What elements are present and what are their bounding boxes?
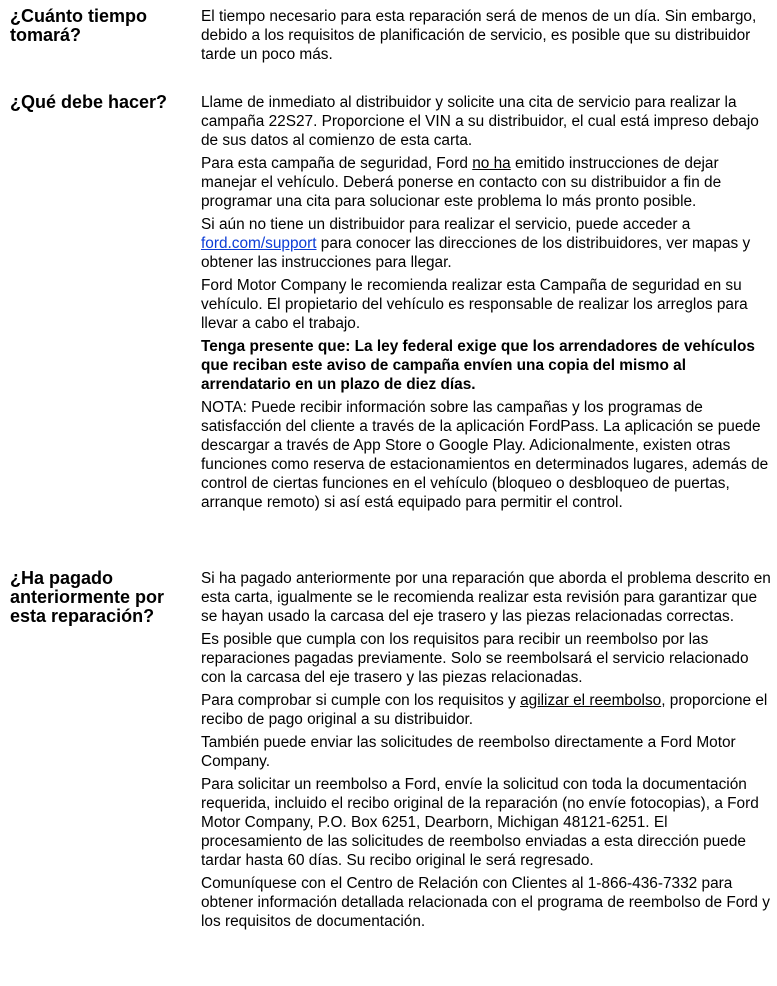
question-heading: ¿Cuánto tiempo tomará? <box>10 6 147 45</box>
paragraph-text: Si aún no tiene un distribuidor para realizar el servicio, puede acceder a <box>201 216 691 233</box>
paragraph-text: , proporcione el recibo de pago original a su distribuidor. <box>201 692 768 728</box>
paragraph: También puede enviar las solicitudes de reembolso directamente a Ford Motor Company. <box>201 734 736 770</box>
paragraph: Es posible que cumpla con los requisitos para recibir un reembolso por las reparaciones pagadas previamente. Solo se reembolsará el servicio relacionado con la carcasa del eje trasero y las piezas relacionadas. <box>201 631 749 686</box>
paragraph <box>201 154 771 211</box>
question-heading: ¿Ha pagado anteriormente por esta reparación? <box>10 568 165 626</box>
paragraph-text: emitido instrucciones de dejar manejar el vehículo. Deberá ponerse en contacto con su distribuidor a fin de programar una cita para solucionar este problema lo más pronto posible. <box>201 155 722 210</box>
paragraph-text: Para comprobar si cumple con los requisitos y <box>201 692 521 709</box>
paragraph-text: para conocer las direcciones de los distribuidores, ver mapas y obtener las instrucciones para llegar. <box>201 235 751 271</box>
paragraph: El tiempo necesario para esta reparación será de menos de un día. Sin embargo, debido a los requisitos de planificación de servicio, es posible que su distribuidor tarde un poco más. <box>201 8 757 63</box>
paragraph: Para solicitar un reembolso a Ford, envíe la solicitud con toda la documentación requerida, incluido el recibo original de la reparación (no envíe fotocopias), a Ford Motor Company, P.O. Box 6251, Dearborn, Michigan 48121-6251. El procesamiento de las solicitudes de reembolso enviadas a esta dirección puede tardar hasta 60 días. Su recibo original le será regresado. <box>201 776 759 869</box>
answer-block <box>201 7 771 68</box>
paragraph: Si ha pagado anteriormente por una reparación que aborda el problema descrito en esta carta, igualmente se le recomienda realizar esta revisión para garantizar que se hayan usado la carcasa del eje trasero y las piezas relacionadas correctas. <box>201 570 771 625</box>
paragraph: Llame de inmediato al distribuidor y solicite una cita de servicio para realizar la campaña 22S27. Proporcione el VIN a su distribuidor, el cual está impreso debajo de sus datos al comienzo de esta carta. <box>201 94 759 149</box>
paragraph: Ford Motor Company le recomienda realizar esta Campaña de seguridad en su vehículo. El propietario del vehículo es responsable de realizar los arreglos para llevar a cabo el trabajo. <box>201 277 748 332</box>
paragraph: Comuníquese con el Centro de Relación con Clientes al 1-866-436-7332 para obtener información detallada relacionada con el programa de reembolso de Ford y los requisitos de documentación. <box>201 875 770 930</box>
underlined-text: agilizar el reembolso <box>520 692 662 709</box>
ford-support-link[interactable]: ford.com/support <box>201 235 317 252</box>
answer-block <box>201 569 771 935</box>
paragraph <box>201 215 771 272</box>
underlined-text: no ha <box>472 155 511 172</box>
paragraph <box>201 691 771 729</box>
question-heading: ¿Qué debe hacer? <box>10 92 168 112</box>
paragraph: NOTA: Puede recibir información sobre las campañas y los programas de satisfacción del cliente a través de la aplicación FordPass. La aplicación se puede descargar a través de App Store o Google Play. Adicionalmente, existen otras funciones como reserva de estacionamientos en determinados lugares, además de control de ciertas funciones en el vehículo (bloqueo o desbloqueo de puertas, arranque remoto) si así está equipado para permitir el control. <box>201 399 769 511</box>
answer-block <box>201 93 771 516</box>
paragraph-text: Para esta campaña de seguridad, Ford <box>201 155 473 172</box>
lessor-notice: Tenga presente que: La ley federal exige que los arrendadores de vehículos que reciban este aviso de campaña envíen una copia del mismo al arrendatario en un plazo de diez días. <box>201 338 755 393</box>
